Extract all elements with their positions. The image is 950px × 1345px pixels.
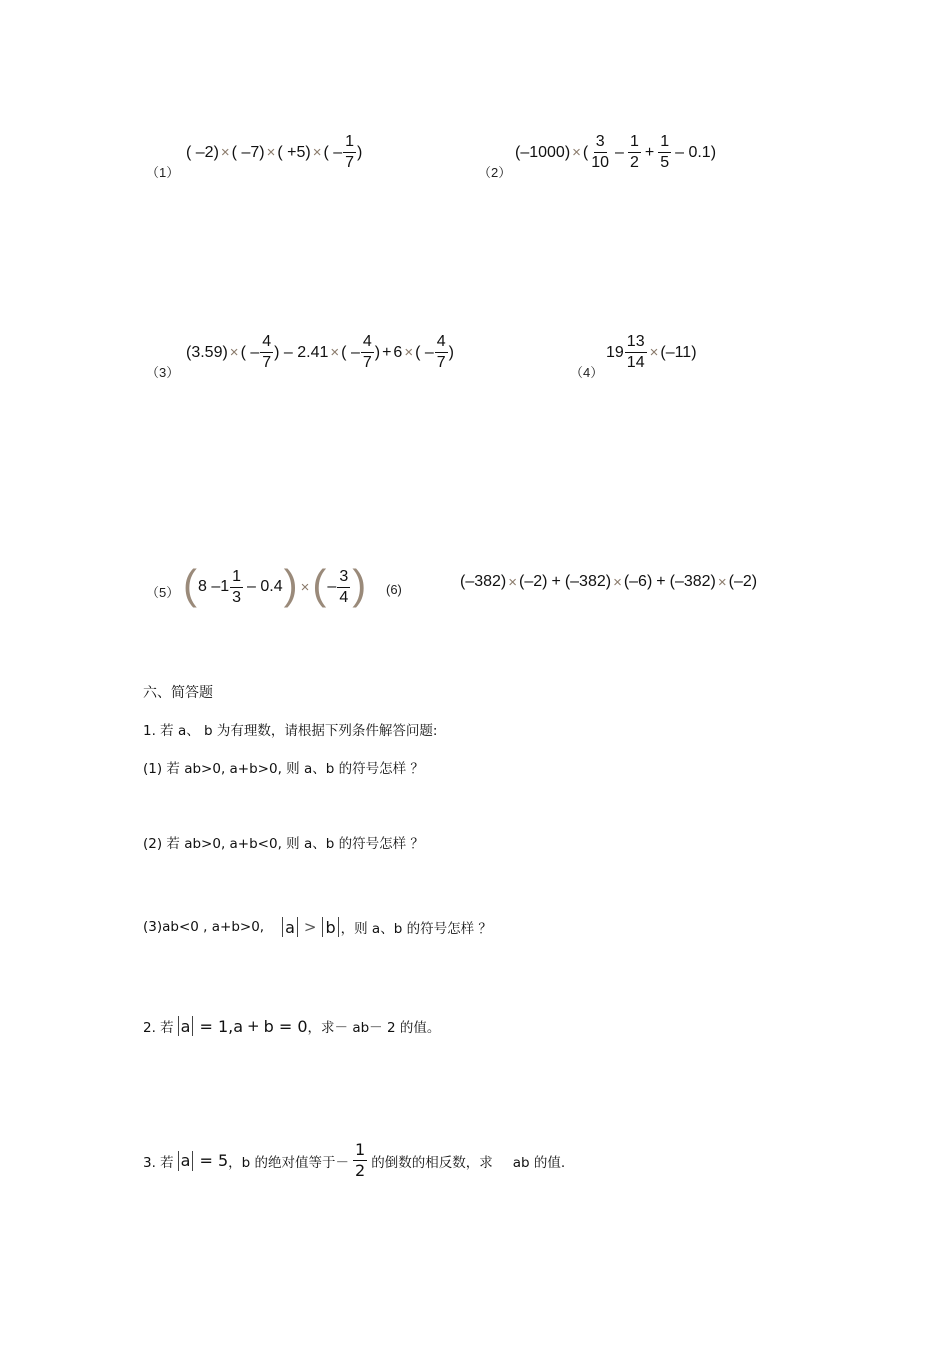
- equation-part: = 5: [199, 1151, 229, 1170]
- expr-term: (–382): [564, 573, 612, 590]
- abs-b: b: [325, 917, 336, 937]
- expr-term: 6: [393, 343, 403, 361]
- question-2-prefix: 2. 若: [143, 1020, 174, 1036]
- abs-a: a: [180, 1151, 191, 1170]
- abs-a: a: [285, 917, 295, 937]
- expr-term: (–11): [660, 343, 697, 361]
- abs-bar: [338, 917, 339, 937]
- problem-4-expression: [606, 334, 697, 371]
- times-sign: ×: [312, 144, 322, 161]
- numerator: 1: [230, 569, 243, 588]
- expr-term: ( –2): [186, 143, 219, 161]
- question-3-middle: ，b 的绝对值等于－: [228, 1154, 350, 1171]
- expr-term: (–382): [460, 573, 507, 590]
- fraction: [361, 334, 374, 371]
- left-paren: (: [312, 561, 327, 608]
- expr-term: (–382): [669, 573, 716, 590]
- right-paren: ): [283, 561, 298, 608]
- numerator: 4: [435, 334, 448, 353]
- denominator: 7: [436, 354, 446, 371]
- times-sign: ×: [220, 144, 230, 161]
- problem-6-number: (6): [386, 582, 402, 597]
- abs-bar: [297, 917, 298, 937]
- numerator: 4: [260, 334, 273, 353]
- fraction: [625, 334, 647, 371]
- expr-term: (: [582, 143, 589, 161]
- expr-term: ): [357, 143, 363, 161]
- expr-term: (–2): [519, 573, 548, 590]
- expr-term: ) – 2.41: [274, 343, 329, 361]
- question-3-end: ab 的值.: [512, 1154, 566, 1171]
- expr-term: ): [374, 343, 381, 361]
- numerator: 3: [337, 569, 350, 588]
- expr-term: ): [448, 343, 454, 361]
- times-sign: ×: [649, 344, 659, 361]
- expr-term: ( –: [415, 343, 434, 361]
- part-3-prefix: (3)ab<0 , a+b>0,: [143, 919, 265, 935]
- plus-sign: +: [247, 1017, 260, 1035]
- question-1-part-2: (2) 若 ab>0, a+b<0, 则 a、b 的符号怎样 ？: [143, 836, 424, 852]
- denominator: 4: [339, 588, 349, 606]
- numerator: 1: [658, 134, 671, 153]
- expr-term: ( –: [323, 143, 343, 161]
- expr-term: ( –: [341, 343, 360, 361]
- expr-term: (–6): [623, 573, 653, 590]
- question-3: [143, 1142, 565, 1179]
- problem-1-number: （1）: [146, 165, 180, 180]
- abs-bar: [282, 917, 283, 937]
- fraction: [337, 569, 350, 606]
- times-sign: ×: [508, 573, 518, 591]
- question-3-prefix: 3. 若: [143, 1154, 174, 1171]
- problem-6-expression: [460, 573, 757, 591]
- expr-term: (–2): [728, 573, 758, 590]
- numerator: 1: [355, 1140, 366, 1159]
- question-1-intro: 1. 若 a、 b 为有理数，请根据下列条件解答问题:: [143, 723, 438, 739]
- abs-bar: [178, 1151, 179, 1171]
- fraction: [343, 134, 356, 171]
- denominator: 14: [626, 354, 645, 371]
- numerator: 3: [594, 134, 607, 153]
- fraction: [658, 134, 671, 171]
- equation-part: = 1,a: [199, 1016, 244, 1036]
- expr-term: – 0.1): [675, 143, 717, 161]
- question-3-suffix: 的倒数的相反数，求: [371, 1154, 493, 1171]
- question-1-part-3: [143, 917, 492, 937]
- times-sign: ×: [330, 344, 340, 361]
- plus-sign: +: [382, 343, 392, 361]
- expr-term: ( –7): [231, 143, 265, 161]
- right-paren: ): [352, 561, 367, 608]
- minus-sign: –: [615, 143, 624, 161]
- section-heading: 六、简答题: [143, 685, 213, 701]
- times-sign: ×: [404, 344, 414, 361]
- numerator: 4: [361, 334, 374, 353]
- minus-sign: –: [327, 578, 337, 595]
- fraction: [628, 134, 641, 171]
- denominator: 7: [262, 354, 272, 371]
- fraction: [353, 1142, 367, 1179]
- denominator: 10: [591, 154, 610, 171]
- problem-5-expression: [182, 561, 367, 608]
- abs-a: a: [180, 1016, 191, 1036]
- denominator: 2: [629, 154, 639, 171]
- times-sign: ×: [300, 578, 310, 596]
- times-sign: ×: [266, 144, 276, 161]
- problem-5-number: （5）: [146, 585, 180, 600]
- numerator: 1: [343, 134, 356, 153]
- abs-bar: [322, 917, 323, 937]
- plus-sign: +: [551, 573, 561, 590]
- denominator: 2: [355, 1161, 366, 1180]
- times-sign: ×: [572, 144, 581, 161]
- expr-term: ( –: [240, 343, 260, 361]
- times-sign: ×: [229, 344, 239, 361]
- plus-sign: +: [656, 573, 666, 590]
- fraction: [230, 569, 243, 606]
- fraction: [589, 134, 611, 171]
- greater-than-sign: >: [303, 918, 317, 936]
- mixed-number-whole: 19: [606, 343, 624, 361]
- problem-3-number: （3）: [146, 365, 180, 380]
- expr-term: – 0.4: [247, 578, 283, 595]
- question-2-suffix: ，求－ ab－ 2 的值。: [307, 1020, 441, 1036]
- question-2: [143, 1016, 440, 1036]
- question-1-part-1: (1) 若 ab>0, a+b>0, 则 a、b 的符号怎样 ？: [143, 761, 424, 777]
- times-sign: ×: [613, 573, 622, 591]
- problem-1-expression: [186, 134, 362, 171]
- denominator: 7: [345, 154, 355, 171]
- abs-bar: [192, 1016, 193, 1036]
- expr-term: ( +5): [277, 143, 311, 161]
- problem-2-expression: [515, 134, 716, 171]
- numerator: 13: [625, 334, 647, 353]
- problem-4-number: （4）: [570, 365, 604, 380]
- fraction: [260, 334, 273, 371]
- equation-part: b = 0: [263, 1016, 308, 1036]
- abs-bar: [178, 1016, 179, 1036]
- plus-sign: +: [644, 143, 655, 161]
- fraction: [435, 334, 448, 371]
- denominator: 5: [660, 154, 670, 171]
- denominator: 3: [232, 588, 242, 606]
- expr-term: (–1000): [515, 143, 571, 161]
- times-sign: ×: [717, 573, 727, 591]
- denominator: 7: [362, 354, 372, 371]
- problem-2-number: （2）: [478, 165, 512, 180]
- abs-bar: [192, 1151, 193, 1171]
- left-paren: (: [183, 561, 197, 608]
- numerator: 1: [628, 134, 641, 153]
- problem-3-expression: [186, 334, 454, 371]
- expr-term: (3.59): [186, 343, 228, 361]
- part-3-suffix: ，则 a、b 的符号怎样 ？: [340, 921, 492, 937]
- expr-term: 8 –1: [198, 578, 230, 595]
